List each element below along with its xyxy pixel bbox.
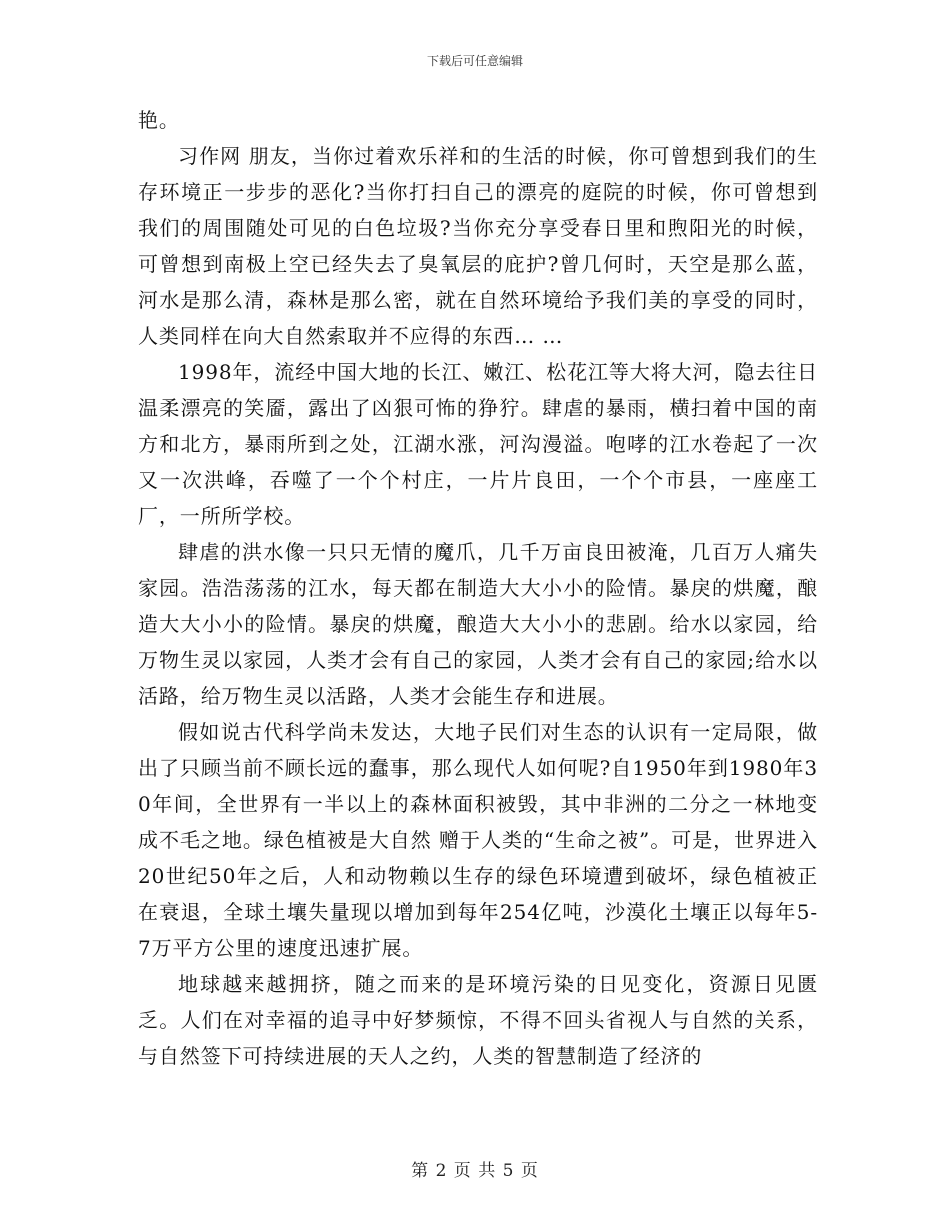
paragraph: 习作网 朋友，当你过着欢乐祥和的生活的时候，你可曾想到我们的生存环境正一步步的恶化?当你打扫自己的漂亮的庭院的时候，你可曾想到我们的周围随处可见的白色垃圾?当你充分享受春日里和煦阳光的时候，可曾想到南极上空已经失去了臭氧层的庇护?曾几何时，天空是那么蓝，河水是那么清，森林是那么密，就在自然环境给予我们美的享受的同时，人类同样在向大自然索取并不应得的东西… … bbox=[138, 144, 818, 348]
paragraph-continuation: 艳。 bbox=[138, 108, 180, 132]
paragraph: 地球越来越拥挤，随之而来的是环境污染的日见变化，资源日见匮乏。人们在对幸福的追寻中好梦频惊，不得不回头省视人与自然的关系，与自然签下可持续进展的天人之约，人类的智慧制造了经济的 bbox=[138, 972, 818, 1068]
page-number-footer: 第 2 页 共 5 页 bbox=[411, 1161, 539, 1181]
page-header: 下载后可任意编辑 bbox=[426, 54, 523, 68]
paragraph: 假如说古代科学尚未发达，大地子民们对生态的认识有一定局限，做出了只顾当前不顾长远的蠢事，那么现代人如何呢?自1950年到1980年30年间，全世界有一半以上的森林面积被毁，其中非洲的二分之一林地变成不毛之地。绿色植被是大自然 赠于人类的“生命之被”。可是，世界进入20世纪50年之后，人和动物赖以生存的绿色环境遭到破坏，绿色植被正在衰退，全球土壤失量现以增加到每年254亿吨，沙漠化土壤正以每年5-7万平方公里的速度迅速扩展。 bbox=[138, 720, 818, 960]
document-body bbox=[138, 102, 818, 1074]
paragraph: 1998年，流经中国大地的长江、嫩江、松花江等大将大河，隐去往日温柔漂亮的笑靥，露出了凶狠可怖的狰狞。肆虐的暴雨，横扫着中国的南方和北方，暴雨所到之处，江湖水涨，河沟漫溢。咆哮的江水卷起了一次又一次洪峰，吞噬了一个个村庄，一片片良田，一个个市县，一座座工厂，一所所学校。 bbox=[138, 360, 818, 528]
paragraph: 肆虐的洪水像一只只无情的魔爪，几千万亩良田被淹，几百万人痛失家园。浩浩荡荡的江水，每天都在制造大大小小的险情。暴戾的烘魔，酿造大大小小的险情。暴戾的烘魔，酿造大大小小的悲剧。给水以家园，给万物生灵以家园，人类才会有自己的家园，人类才会有自己的家园;给水以活路，给万物生灵以活路，人类才会能生存和进展。 bbox=[138, 540, 818, 708]
